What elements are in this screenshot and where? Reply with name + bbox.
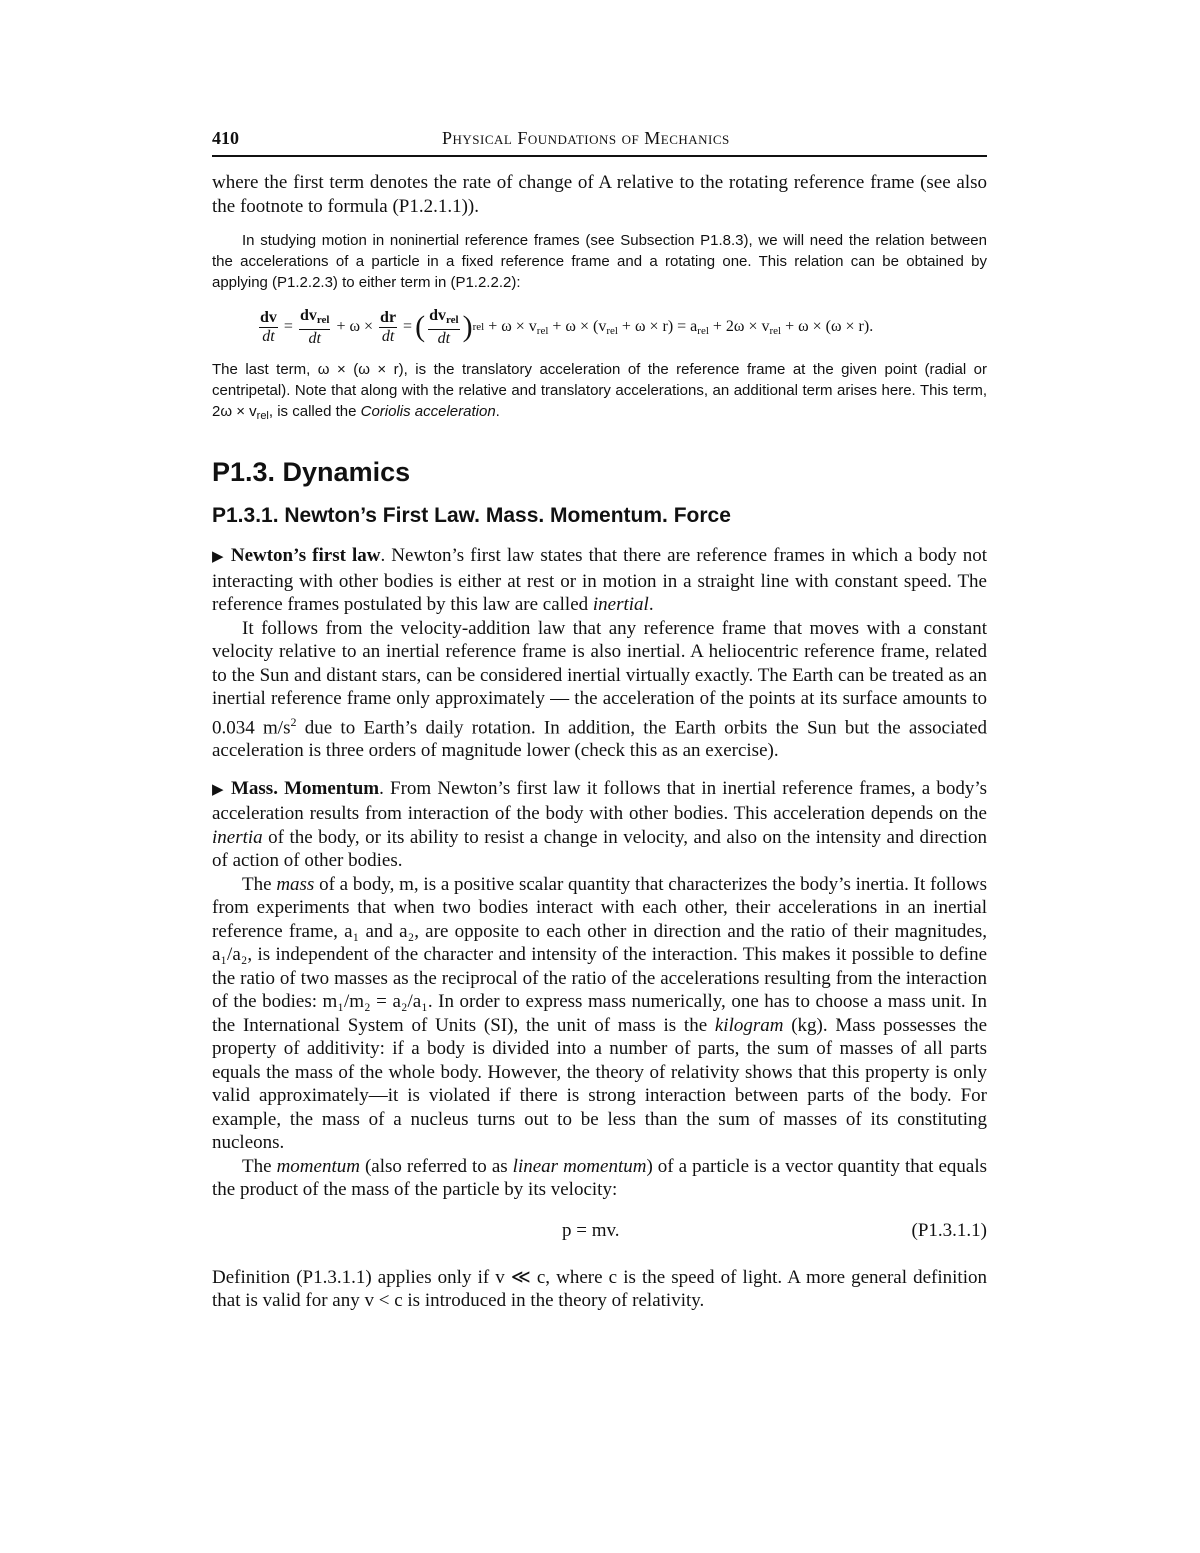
newton-paragraph: ▶ Newton’s first law. Newton’s first law states that there are reference frames in which a body not interacting with other bodies is either at rest or in motion in a straight line with constant speed. The reference frames postulated by this law are called inertial. [212,545,987,615]
equation-number: (P1.3.1.1) [911,1219,987,1241]
triangle-bullet-icon: ▶ [212,549,225,565]
mass-paragraph: ▶ Mass. Momentum. From Newton’s first law it follows that in inertial reference frames, a body’s acceleration results from interaction of the body with other bodies. This acceleration depends on the inertia of the body, or its ability to resist a change in velocity, and also on the intensity and direction of action of other bodies. [212,777,988,872]
page-number: 410 [212,128,239,148]
section-title: P1.3. Dynamics [212,457,411,487]
fraction-dr-dt: $\frac{dr}{dt}$ [380,308,397,345]
running-title: Physical Foundations of Mechanics [442,128,730,148]
intro-paragraph: where the first term denotes the rate of change of A relative to the rotating reference frame (see also the footnote to formula (P1.2.1.1)). [212,172,987,217]
subsection-title: P1.3.1. Newton’s First Law. Mass. Momentum. Force [212,504,731,527]
velocity-addition-paragraph: It follows from the velocity-addition law that any reference frame that moves with a constant velocity relative to an inertial reference frame is also inertial. A heliocentric reference frame, related to the Sun and distant stars, can be considered inertial virtually exactly. The Earth can be treated as an inertial reference frame only approximately — the acceleration of the points at its surface amounts to 0.034 $m/s^2$ due to Earth’s daily rotation. In addition, the Earth orbits the Sun but the associated acceleration is three orders of magnitude lower (check this as an exercise). [212,617,988,762]
fraction-dvrel-dt-2: $\frac{dv_{rel}}{dt}$ [429,306,459,347]
page [212,128,987,1313]
acceleration-equation: $\frac{dv}{dt}$ = $\frac{dv_{rel}}{dt}$ + ω × $\frac{dr}{dt}$ = ( $\frac{dv_{rel}}{dt}$ ) rel + $\omega \times v_{rel} + \omega \times (v_{rel} + \omega \times r) = a_{rel} + 2\omega \times v_{rel} + \omega \times (\omega \times r)$. [260,306,874,347]
equation-remainder: + $\omega \times v_{rel} + \omega \times (v_{rel} + \omega \times r) = a_{rel} + 2\omega \times v_{rel} + \omega \times (\omega \times r)$. [488,317,874,337]
fraction-dvrel-dt: $\frac{dv_{rel}}{dt}$ [299,306,330,347]
momentum-equation [212,1220,987,1248]
small-paragraph-2: The last term, ω × (ω × r), is the translatory acceleration of the reference frame at the given point (radial or centripetal). Note that along with the relative and translatory accelerations, an additional term arises here. This term, $2\omega \times v_{rel}$, is called the Coriolis acceleration. [212,361,987,422]
closing-paragraph: Definition (P1.3.1.1) applies only if v ≪ c, where c is the speed of light. A more general definition that is valid for any v < c is introduced in the theory of relativity. [212,1266,987,1312]
momentum-paragraph: The momentum (also referred to as linear momentum) of a particle is a vector quantity that equals the product of the mass of the particle by its velocity: [212,1155,987,1201]
small-paragraph-1: In studying motion in noninertial reference frames (see Subsection P1.8.3), we will need the relation between the accelerations of a particle in a fixed reference frame and a rotating one. This relation can be obtained by applying (P1.2.2.3) to either term in (P1.2.2.2): [212,232,987,291]
running-header [212,128,987,157]
momentum-formula: p = mv. [562,1219,620,1241]
triangle-bullet-icon: ▶ [212,781,225,798]
fraction-dv-dt: $\frac{dv}{dt}$ [260,308,277,345]
mass-definition-paragraph: The mass of a body, m, is a positive scalar quantity that characterizes the body’s inertia. It follows from experiments that when two bodies interact with each other, their accelerations in an inertial reference frame, a₁ and a₂, are opposite to each other in direction and the ratio of their magnitudes, a₁/a₂, is independent of the character and intensity of the interaction. This makes it possible to define the ratio of two masses as the reciprocal of the ratio of the accelerations resulting from the interaction of the bodies: m₁/m₂ = a₂/a₁. In order to express mass numerically, one has to choose a mass unit. In the International System of Units (SI), the unit of mass is the kilogram (kg). Mass possesses the property of additivity: if a body is divided into a number of parts, the sum of masses of all parts equals the mass of the whole body. However, the theory of relativity shows that this property is only valid approximately—it is violated if there is strong interaction between parts of the body. For example, the mass of a nucleus turns out to be less than the sum of masses of its constituting nucleons. [212,873,988,1154]
